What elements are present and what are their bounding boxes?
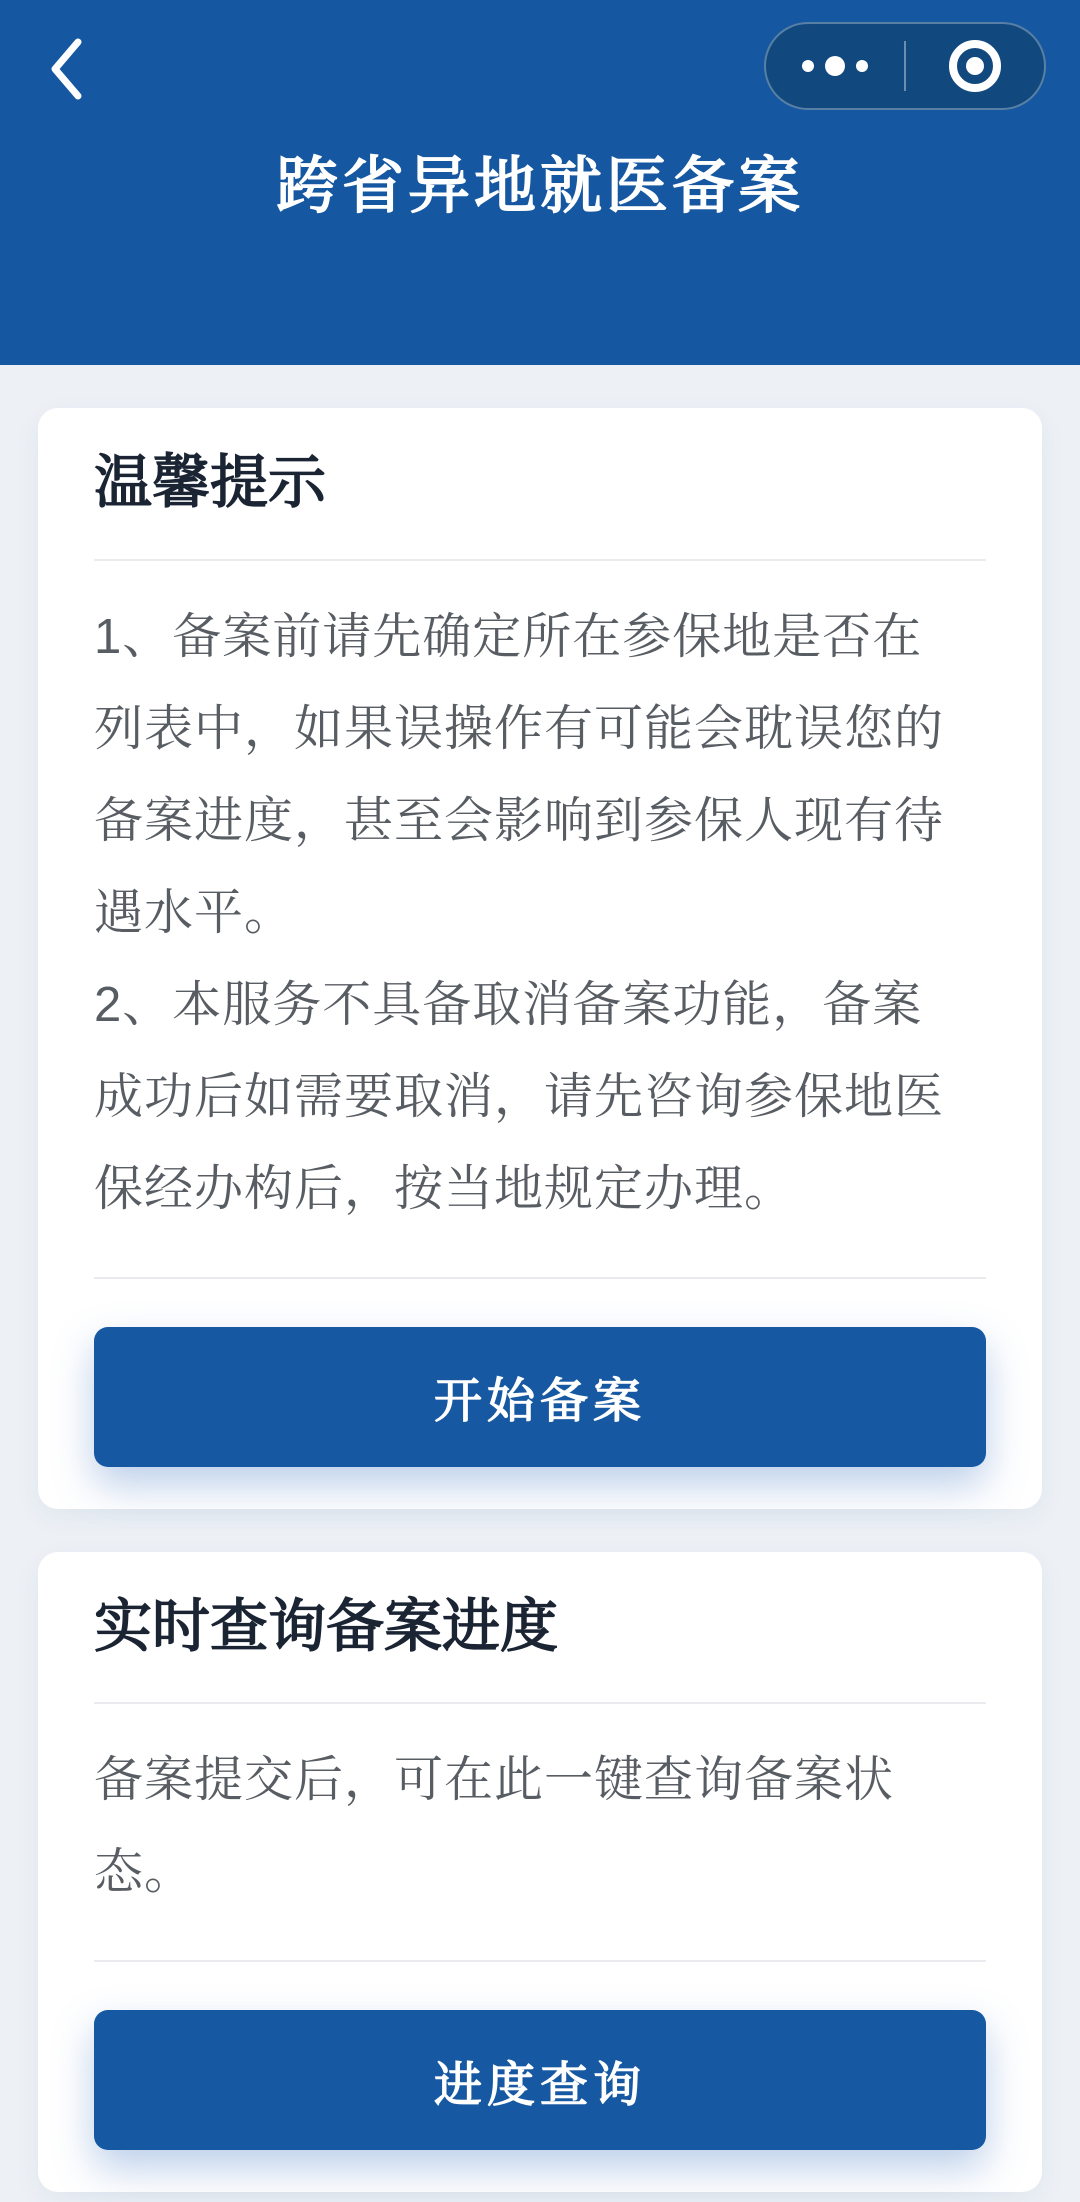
notice-text-line: 遇水平。 [94,885,295,940]
progress-text-line: 态。 [94,1845,195,1900]
divider [94,1702,986,1704]
progress-text-line: 备案提交后，可在此一键查询备案状 [94,1753,895,1808]
divider [94,559,986,561]
notice-text-line: 2、本服务不具备取消备案功能，备案 [94,977,923,1032]
notice-text-line: 成功后如需要取消，请先咨询参保地医 [94,1069,945,1124]
notice-card-title: 温馨提示 [94,450,327,515]
exit-button[interactable] [906,24,1044,108]
target-circle-icon [949,40,1001,92]
progress-card-title: 实时查询备案进度 [94,1593,559,1659]
notice-text-line: 列表中，如果误操作有可能会耽误您的 [94,701,945,756]
ellipsis-dots-icon [802,60,814,72]
notice-text [94,591,986,1235]
page-content [0,365,1080,2192]
notice-text-line: 保经办构后，按当地规定办理。 [94,1161,795,1216]
divider [94,1277,986,1279]
notice-text-line: 备案进度，甚至会影响到参保人现有待 [94,793,945,848]
progress-card [38,1552,1042,2193]
page-title: 跨省异地就医备案 [275,152,804,221]
progress-text [94,1734,986,1918]
start-filing-button[interactable]: 开始备案 [94,1327,986,1467]
notice-card [38,408,1042,1509]
navbar [0,0,1080,365]
back-button[interactable] [38,34,94,106]
notice-text-line: 1、备案前请先确定所在参保地是否在 [94,609,923,664]
divider [94,1960,986,1962]
more-button[interactable] [766,24,904,108]
mini-program-capsule [764,22,1046,110]
progress-query-button[interactable]: 进度查询 [94,2010,986,2150]
chevron-left-icon [46,36,86,105]
